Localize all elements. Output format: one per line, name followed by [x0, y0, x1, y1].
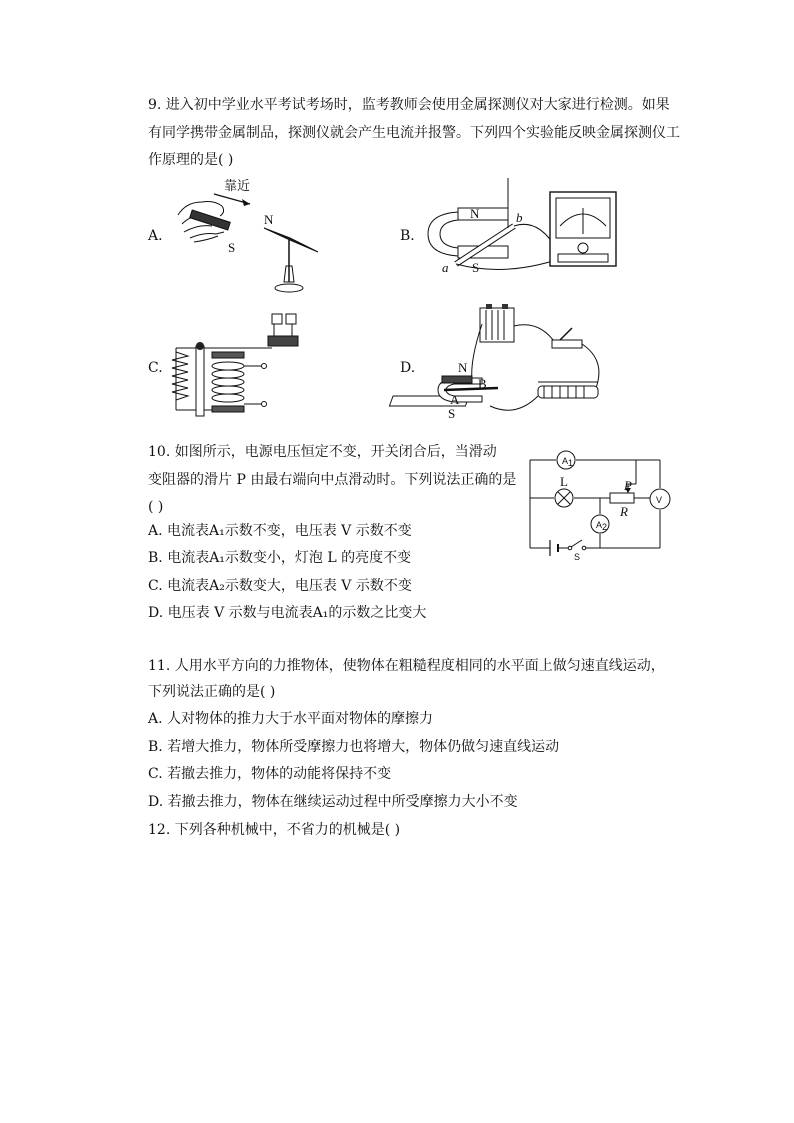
q9-figure-b — [418, 178, 618, 278]
q10-option-a: A. 电流表A₁示数不变，电压表 V 示数不变 — [148, 523, 412, 539]
rod-end-b-label: b — [516, 210, 523, 225]
q11-option-d: D. 若撤去推力，物体在继续运动过程中所受摩擦力大小不变 — [148, 794, 518, 810]
pivot — [196, 342, 204, 350]
ammeter-a2-label: A — [596, 520, 603, 530]
magnet-s-label: S — [228, 240, 236, 255]
q9-figure-d — [420, 300, 610, 430]
rheostat-r-label: R — [620, 504, 628, 519]
magnet-s-label: S — [472, 260, 480, 275]
voltmeter-v-label: V — [656, 495, 663, 505]
q9-option-a-label: A. — [148, 228, 163, 244]
q10-stem-line-2: 变阻器的滑片 P 由最右端向中点滑动时。下列说法正确的是 — [148, 472, 517, 488]
armature-bar — [196, 346, 204, 416]
q10-stem-line-1: 10. 如图所示，电源电压恒定不变，开关闭合后，当滑动 — [148, 444, 497, 460]
q12-stem-line-1: 12. 下列各种机械中，不省力的机械是( ) — [148, 822, 401, 838]
q11-option-a: A. 人对物体的推力大于水平面对物体的摩擦力 — [148, 711, 434, 727]
compass-needle — [264, 228, 318, 252]
conductor-ab — [444, 388, 498, 390]
galvanometer — [550, 192, 616, 266]
q9-option-c-label: C. — [148, 360, 163, 376]
magnet-n-label-d: N — [458, 360, 468, 375]
coil-top-plate — [212, 352, 244, 358]
q9-figure-c — [168, 310, 308, 420]
q9-stem-line-1: 9. 进入初中学业水平考试考场时，监考教师会使用金属探测仪对大家进行检测。如果 — [148, 97, 670, 113]
spring — [172, 352, 188, 400]
q9-figure-a — [168, 180, 338, 300]
needle-n-label: N — [264, 212, 274, 227]
slider-p-label: P — [624, 478, 632, 493]
contact-terminal-2 — [286, 314, 296, 324]
coil-terminal-1 — [262, 364, 267, 369]
magnet-s-label-d: S — [448, 406, 456, 421]
lamp-l-label: L — [560, 474, 568, 489]
coil-terminal-2 — [262, 402, 267, 407]
stand-base — [275, 284, 303, 292]
q11-option-c: C. 若撤去推力，物体的动能将保持不变 — [148, 766, 392, 782]
q11-stem-line-1: 11. 人用水平方向的力推物体，使物体在粗糙程度相同的水平面上做匀速直线运动， — [148, 658, 665, 674]
contact-terminal-1 — [272, 314, 282, 324]
q10-option-c: C. 电流表A₂示数变大，电压表 V 示数不变 — [148, 578, 412, 594]
contact-block — [268, 336, 298, 346]
q9-stem-line-3: 作原理的是( ) — [148, 152, 234, 168]
q9-option-d-label: D. — [400, 360, 416, 376]
q10-stem-line-3: ( ) — [148, 499, 164, 515]
q9-option-b-label: B. — [400, 228, 415, 244]
rheostat — [538, 382, 598, 398]
switch — [552, 328, 582, 348]
approach-label: 靠近 — [224, 178, 251, 193]
rail-b-label: B — [478, 376, 487, 391]
coil-bottom-plate — [212, 406, 244, 412]
rod-end-a-label: a — [442, 260, 449, 275]
q10-option-d: D. 电压表 V 示数与电流表A₁的示数之比变大 — [148, 605, 427, 621]
q11-stem-line-2: 下列说法正确的是( ) — [148, 684, 276, 700]
magnet-top-block — [458, 208, 508, 220]
q10-option-b: B. 电流表A₁示数变小，灯泡 L 的亮度不变 — [148, 550, 412, 566]
coil — [212, 362, 244, 402]
q11-option-b: B. 若增大推力，物体所受摩擦力也将增大，物体仍做匀速直线运动 — [148, 739, 560, 755]
rheostat-r-icon — [610, 493, 634, 503]
magnet-n-label: N — [470, 206, 480, 221]
battery-symbol — [550, 540, 558, 556]
q10-circuit-diagram — [528, 450, 668, 560]
ammeter-a1-subscript: 1 — [568, 458, 574, 468]
q9-stem-line-2: 有同学携带金属制品，探测仪就会产生电流并报警。下列四个实验能反映金属探测仪工 — [148, 125, 680, 141]
rail-a-label: A — [450, 392, 460, 407]
switch-s-label: S — [574, 552, 581, 562]
battery — [480, 304, 514, 342]
ammeter-a2-subscript: 2 — [602, 522, 608, 532]
switch-symbol — [568, 540, 586, 550]
ammeter-a1-label: A — [562, 456, 569, 466]
arrow-head-icon — [242, 199, 250, 206]
